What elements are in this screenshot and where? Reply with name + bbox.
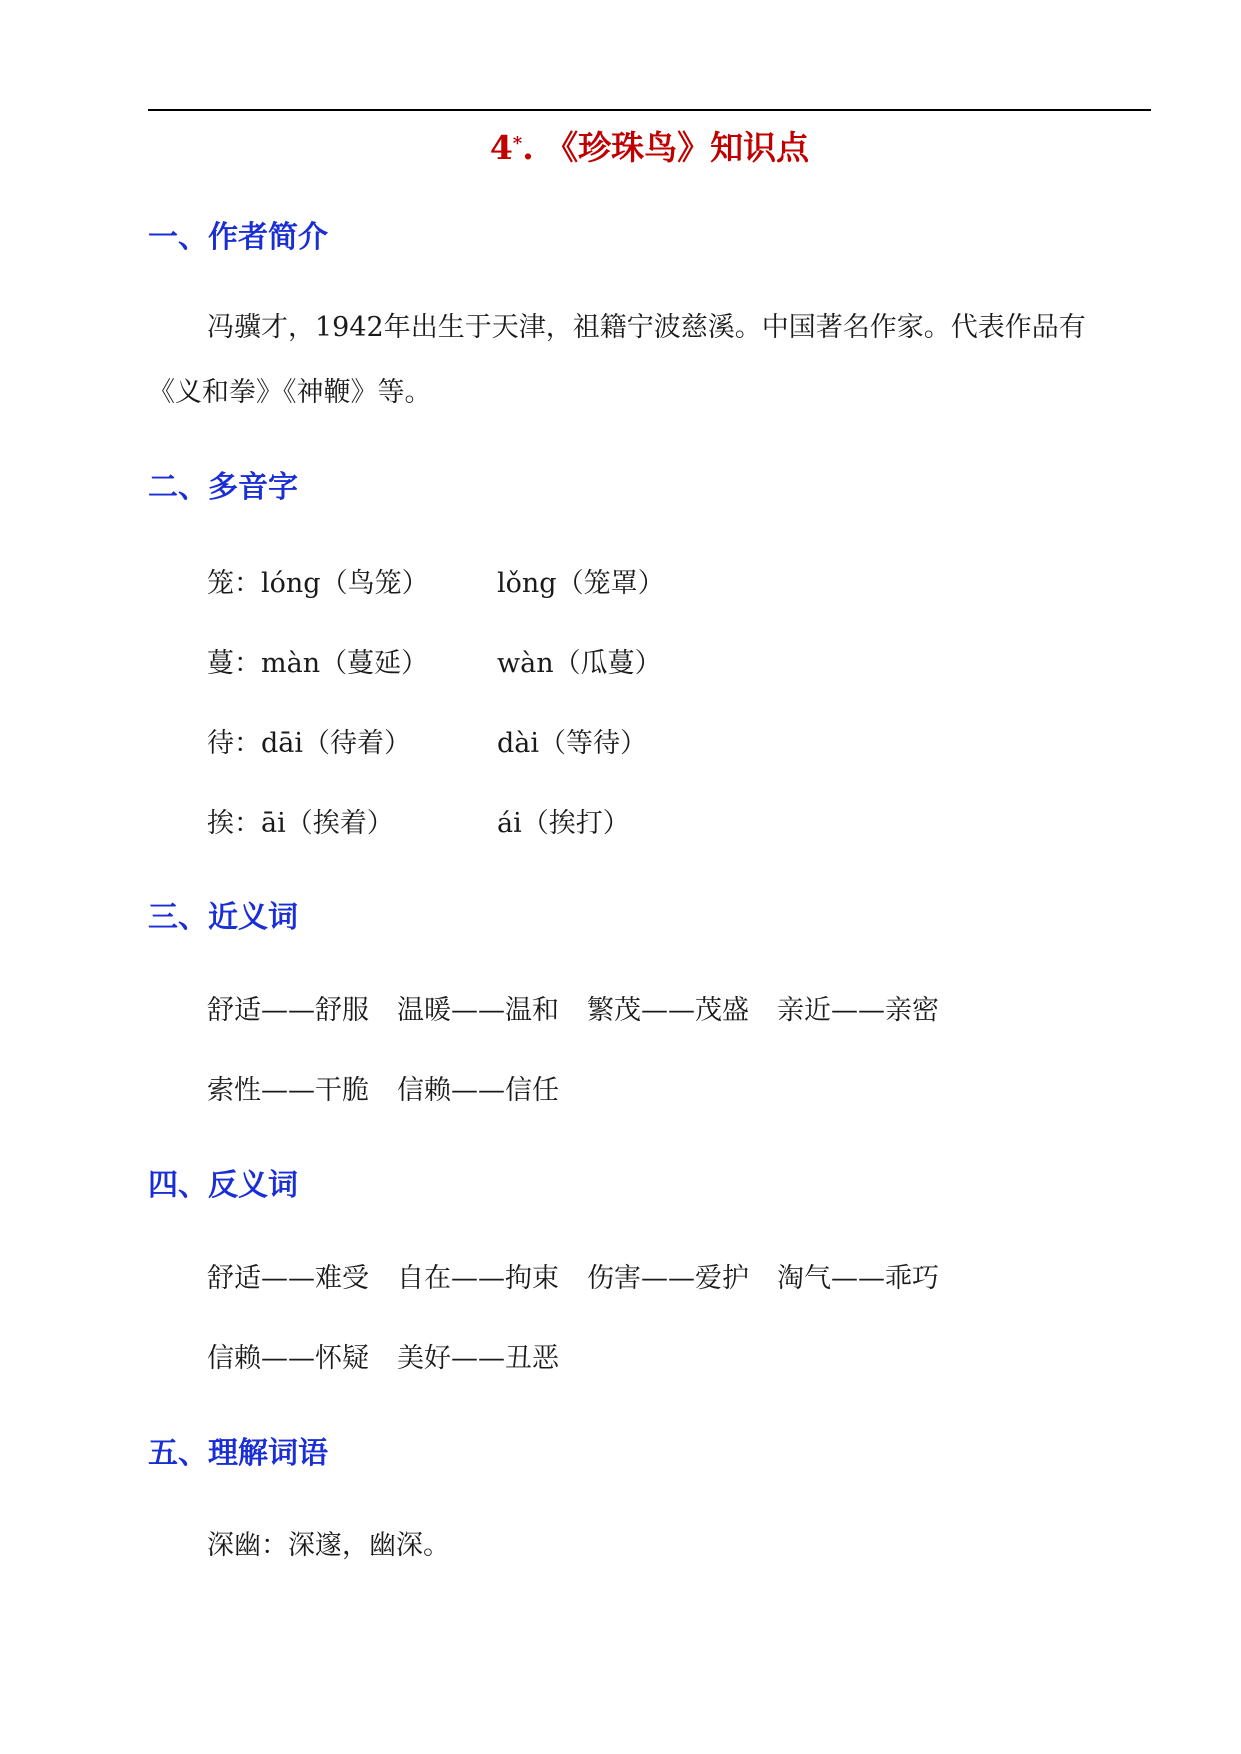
synonym-pair: 亲近——亲密 [777, 995, 939, 1026]
title-mark: * [512, 133, 523, 154]
polyphone-row-2-b: wàn（瓜蔓） [497, 648, 662, 679]
page-title [148, 120, 1151, 176]
heading-vocab: 五、理解词语 [148, 1436, 328, 1471]
antonym-row-1 [207, 1259, 967, 1299]
synonym-pair: 索性——干脆 [207, 1075, 369, 1106]
heading-author: 一、作者简介 [148, 220, 328, 255]
antonym-pair: 舒适——难受 [207, 1263, 369, 1294]
heading-antonyms: 四、反义词 [148, 1168, 298, 1203]
synonym-pair: 信赖——信任 [397, 1075, 559, 1106]
polyphone-row-1-b: lǒng（笼罩） [497, 568, 665, 599]
polyphone-row-4-a: 挨：āi（挨着） [207, 808, 394, 839]
synonym-pair: 繁茂——茂盛 [587, 995, 749, 1026]
antonym-pair: 信赖——怀疑 [207, 1343, 369, 1374]
antonym-pair: 伤害——爱护 [587, 1263, 749, 1294]
polyphone-row-4-b: ái（挨打） [497, 808, 630, 839]
title-text: . 《珍珠鸟》知识点 [522, 128, 810, 167]
synonym-pair: 舒适——舒服 [207, 995, 369, 1026]
polyphone-row-3-b: dài（等待） [497, 728, 648, 759]
synonym-row-1 [207, 991, 967, 1031]
author-line-2: 《义和拳》《神鞭》等。 [148, 377, 432, 408]
vocab-line-1: 深幽：深邃，幽深。 [207, 1530, 450, 1561]
antonym-pair: 自在——拘束 [397, 1263, 559, 1294]
heading-polyphones: 二、多音字 [148, 470, 298, 505]
top-rule [148, 109, 1151, 111]
antonym-row-2 [207, 1339, 587, 1379]
synonym-pair: 温暖——温和 [397, 995, 559, 1026]
author-line-1: 冯骥才，1942年出生于天津，祖籍宁波慈溪。中国著名作家。代表作品有 [207, 312, 1086, 343]
polyphone-row-3-a: 待：dāi（待着） [207, 728, 412, 759]
synonym-row-2 [207, 1071, 587, 1111]
antonym-pair: 淘气——乖巧 [777, 1263, 939, 1294]
heading-synonyms: 三、近义词 [148, 900, 298, 935]
polyphone-row-2-a: 蔓：màn（蔓延） [207, 648, 429, 679]
polyphone-row-1-a: 笼：lóng（鸟笼） [207, 568, 429, 599]
title-number: 4 [489, 128, 513, 167]
antonym-pair: 美好——丑恶 [397, 1343, 559, 1374]
